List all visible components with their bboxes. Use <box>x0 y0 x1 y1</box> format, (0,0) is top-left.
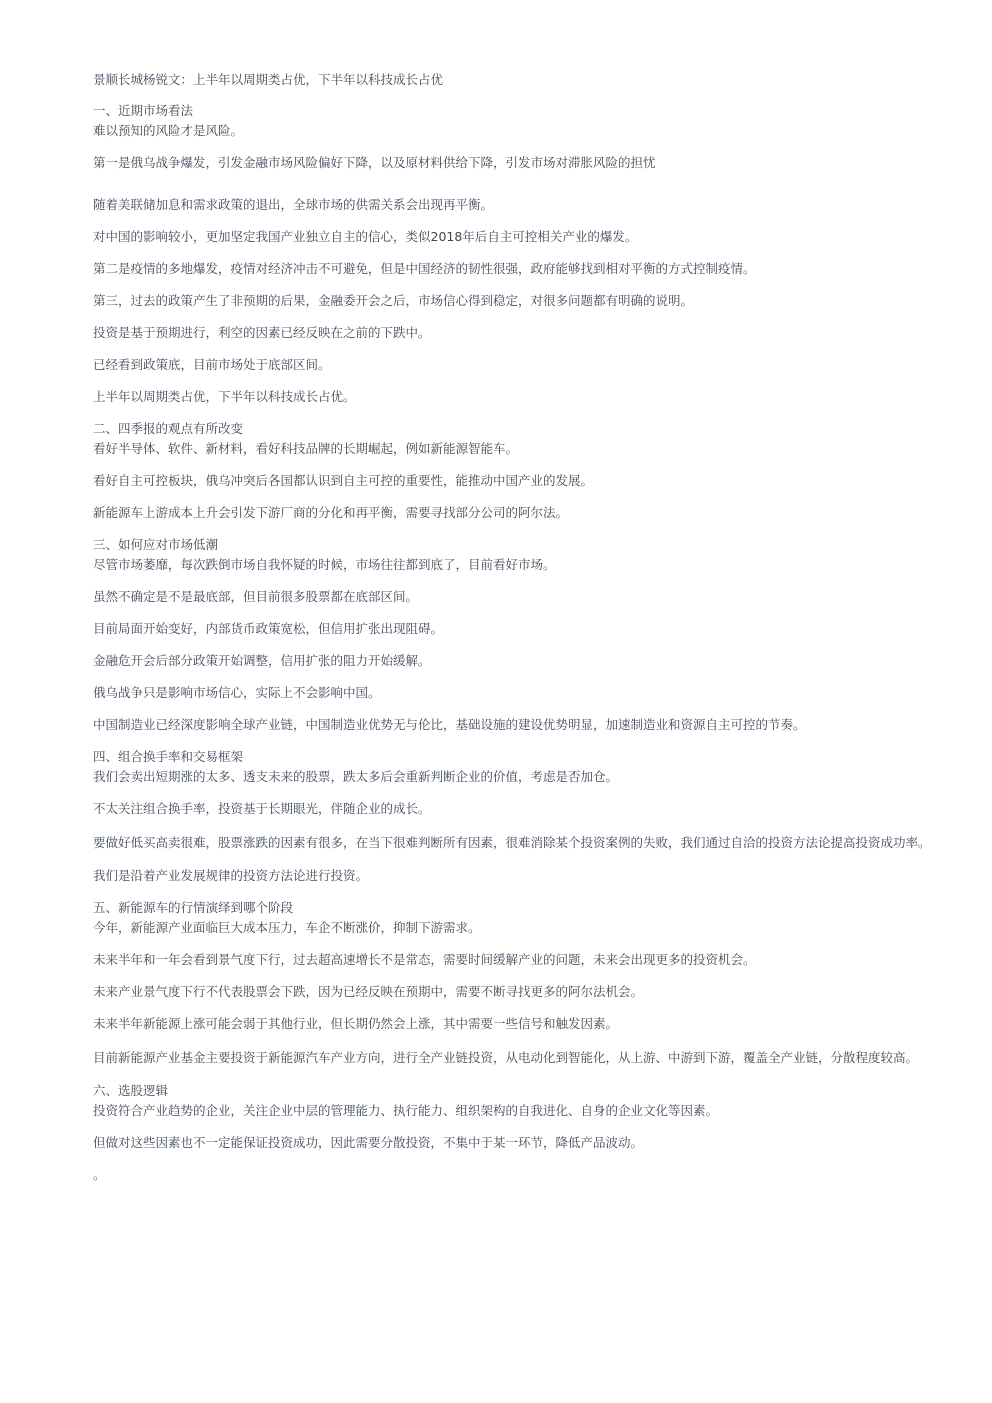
paragraph: 不太关注组合换手率，投资基于长期眼光，伴随企业的成长。 <box>93 801 431 816</box>
paragraph: 尽管市场萎靡，每次跌倒市场自我怀疑的时候，市场往往都到底了，目前看好市场。 <box>93 557 556 572</box>
paragraph: 要做好低买高卖很难，股票涨跌的因素有很多，在当下很难判断所有因素，很难消除某个投资案例的失败，我们通过自洽的投资方法论提高投资成功率。 <box>93 835 931 850</box>
section-heading: 六、选股逻辑 <box>93 1083 169 1098</box>
section-heading: 五、新能源车的行情演绎到哪个阶段 <box>93 900 294 915</box>
paragraph: 未来半年和一年会看到景气度下行，过去超高速增长不是常态，需要时间缓解产业的问题，未来会出现更多的投资机会。 <box>93 952 756 967</box>
paragraph: 第三，过去的政策产生了非预期的后果，金融委开会之后，市场信心得到稳定，对很多问题都有明确的说明。 <box>93 293 694 308</box>
paragraph: 俄乌战争只是影响市场信心，实际上不会影响中国。 <box>93 685 381 700</box>
section-heading: 四、组合换手率和交易框架 <box>93 749 244 764</box>
paragraph: 已经看到政策底，目前市场处于底部区间。 <box>93 357 331 372</box>
section-heading: 三、如何应对市场低潮 <box>93 537 219 552</box>
paragraph: 新能源车上游成本上升会引发下游厂商的分化和再平衡，需要寻找部分公司的阿尔法。 <box>93 505 569 520</box>
paragraph: 虽然不确定是不是最底部，但目前很多股票都在底部区间。 <box>93 589 419 604</box>
article-title: 景顺长城杨锐文：上半年以周期类占优，下半年以科技成长占优 <box>93 72 444 87</box>
paragraph: 看好自主可控板块，俄乌冲突后各国都认识到自主可控的重要性，能推动中国产业的发展。 <box>93 473 594 488</box>
section-recent-market-view <box>93 101 945 407</box>
section-market-downturn <box>93 535 945 735</box>
article <box>93 70 945 1185</box>
paragraph: 投资是基于预期进行，利空的因素已经反映在之前的下跌中。 <box>93 325 431 340</box>
section-turnover-framework <box>93 747 945 886</box>
paragraph: 随着美联储加息和需求政策的退出，全球市场的供需关系会出现再平衡。 <box>93 197 494 212</box>
paragraph: 第二是疫情的多地爆发，疫情对经济冲击不可避免，但是中国经济的韧性很强，政府能够找到相对平衡的方式控制疫情。 <box>93 261 756 276</box>
paragraph: 未来半年新能源上涨可能会弱于其他行业，但长期仍然会上涨，其中需要一些信号和触发因素。 <box>93 1016 619 1031</box>
paragraph: 我们会卖出短期涨的太多、透支未来的股票，跌太多后会重新判断企业的价值，考虑是否加仓。 <box>93 769 619 784</box>
paragraph: 投资符合产业趋势的企业，关注企业中层的管理能力、执行能力、组织架构的自我进化、自身的企业文化等因素。 <box>93 1103 719 1118</box>
end-mark: 。 <box>93 1167 106 1182</box>
section-heading: 一、近期市场看法 <box>93 103 194 118</box>
paragraph: 看好半导体、软件、新材料，看好科技品牌的长期崛起，例如新能源智能车。 <box>93 441 519 456</box>
section-heading: 二、四季报的观点有所改变 <box>93 421 244 436</box>
paragraph: 难以预知的风险才是风险。 <box>93 123 244 138</box>
paragraph: 第一是俄乌战争爆发，引发金融市场风险偏好下降，以及原材料供给下降，引发市场对滞胀风险的担忧 <box>93 155 656 170</box>
paragraph: 今年，新能源产业面临巨大成本压力，车企不断涨价，抑制下游需求。 <box>93 920 481 935</box>
paragraph: 未来产业景气度下行不代表股票会下跌，因为已经反映在预期中，需要不断寻找更多的阿尔法机会。 <box>93 984 644 999</box>
paragraph: 金融危开会后部分政策开始调整，信用扩张的阻力开始缓解。 <box>93 653 431 668</box>
paragraph: 但做对这些因素也不一定能保证投资成功，因此需要分散投资，不集中于某一环节，降低产品波动。 <box>93 1135 644 1150</box>
section-new-energy-vehicles <box>93 898 945 1069</box>
section-stock-selection <box>93 1081 945 1153</box>
section-q4-view-change <box>93 419 945 523</box>
paragraph: 上半年以周期类占优，下半年以科技成长占优。 <box>93 389 356 404</box>
paragraph: 中国制造业已经深度影响全球产业链，中国制造业优势无与伦比，基础设施的建设优势明显，加速制造业和资源自主可控的节奏。 <box>93 717 806 732</box>
paragraph: 目前新能源产业基金主要投资于新能源汽车产业方向，进行全产业链投资，从电动化到智能化，从上游、中游到下游，覆盖全产业链，分散程度较高。 <box>93 1050 919 1065</box>
paragraph: 目前局面开始变好，内部货币政策宽松，但信用扩张出现阻碍。 <box>93 621 444 636</box>
paragraph: 我们是沿着产业发展规律的投资方法论进行投资。 <box>93 868 369 883</box>
paragraph: 对中国的影响较小，更加坚定我国产业独立自主的信心，类似2018年后自主可控相关产业的爆发。 <box>93 229 638 244</box>
